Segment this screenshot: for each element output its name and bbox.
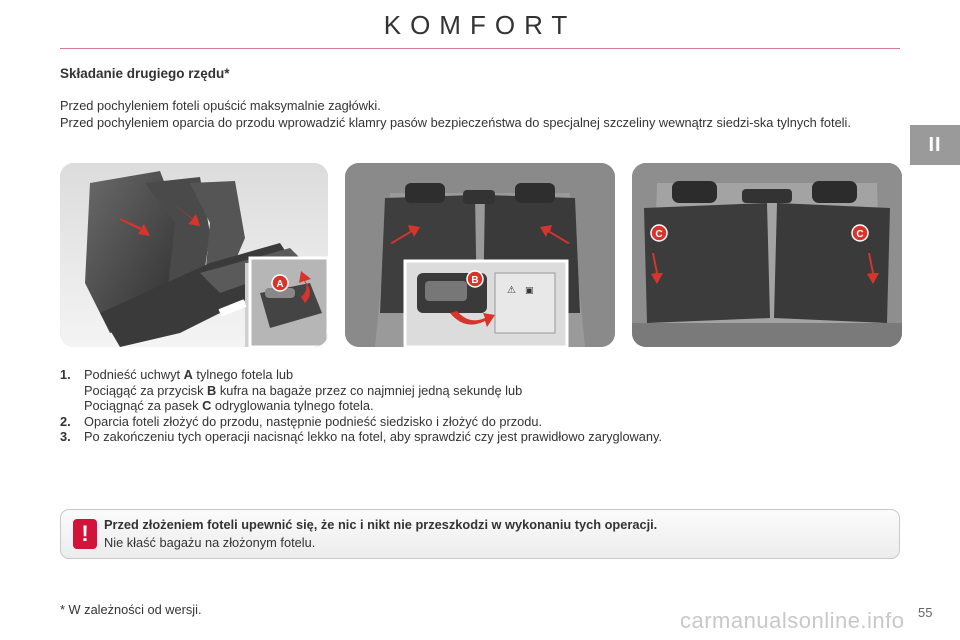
warning-text: Nie kłaść bagażu na złożonym fotelu. — [104, 535, 316, 550]
page-number: 55 — [918, 605, 933, 620]
page-title: KOMFORT — [383, 10, 577, 40]
header-divider — [60, 48, 900, 49]
warning-box — [60, 509, 900, 559]
intro-paragraph-1: Przed pochyleniem foteli opuścić maksymalnie zagłówki. — [60, 98, 381, 113]
step-3 — [60, 429, 900, 445]
figure-boot-button — [345, 163, 615, 347]
warning-heading: Przed złożeniem foteli upewnić się, że nic i nikt nie przeszkodzi w wykonaniu tych operacji. — [104, 517, 658, 532]
footnote: * W zależności od wersji. — [60, 602, 202, 617]
svg-text:▣: ▣ — [525, 286, 534, 296]
svg-text:⚠: ⚠ — [507, 285, 516, 296]
figure-seat-strap — [632, 163, 902, 347]
warning-icon: ! — [73, 519, 97, 549]
label-c-right: C — [856, 229, 864, 240]
step-text: kufra na bagaże przez co najmniej jedną sekundę lub — [216, 382, 523, 398]
watermark: carmanualsonline.info — [680, 608, 905, 633]
step-number: 2. — [60, 413, 71, 429]
key-label: A — [183, 367, 193, 382]
intro-paragraph-2: Przed pochyleniem oparcia do przodu wprowadzić klamry pasów bezpieczeństwa do specjalnej szczeliny wewnątrz siedzi-ska tylnych foteli. — [60, 115, 851, 130]
step-text: Oparcia foteli złożyć do przodu, następnie podnieść siedzisko i złożyć do przodu. — [84, 413, 543, 429]
step-1 — [60, 367, 900, 383]
key-label: C — [202, 398, 212, 414]
step-text: Po zakończeniu tych operacji nacisnąć lekko na fotel, aby sprawdzić czy jest prawidłowo zaryglowany. — [84, 429, 663, 445]
label-a: A — [276, 279, 284, 290]
key-label: B — [207, 382, 217, 398]
step-text: Podnieść uchwyt — [84, 367, 184, 382]
step-1-alt-b — [60, 383, 900, 399]
section-heading: Składanie drugiego rzędu* — [60, 66, 230, 81]
label-b: B — [471, 275, 479, 286]
intro-text — [60, 98, 898, 132]
step-1-alt-c — [60, 398, 900, 414]
chapter-tab[interactable]: II — [910, 125, 960, 165]
step-text: Pociągnąć za pasek — [84, 398, 203, 414]
label-c-left: C — [655, 229, 663, 240]
step-text: odryglowania tylnego fotela. — [211, 398, 374, 414]
step-number: 3. — [60, 429, 71, 445]
step-2 — [60, 414, 900, 430]
step-number: 1. — [60, 367, 71, 382]
step-text: Pociągąć za przycisk — [84, 382, 208, 398]
figure-seat-handle — [60, 163, 328, 347]
steps-list — [60, 367, 900, 445]
step-text: tylnego fotela lub — [192, 367, 294, 382]
